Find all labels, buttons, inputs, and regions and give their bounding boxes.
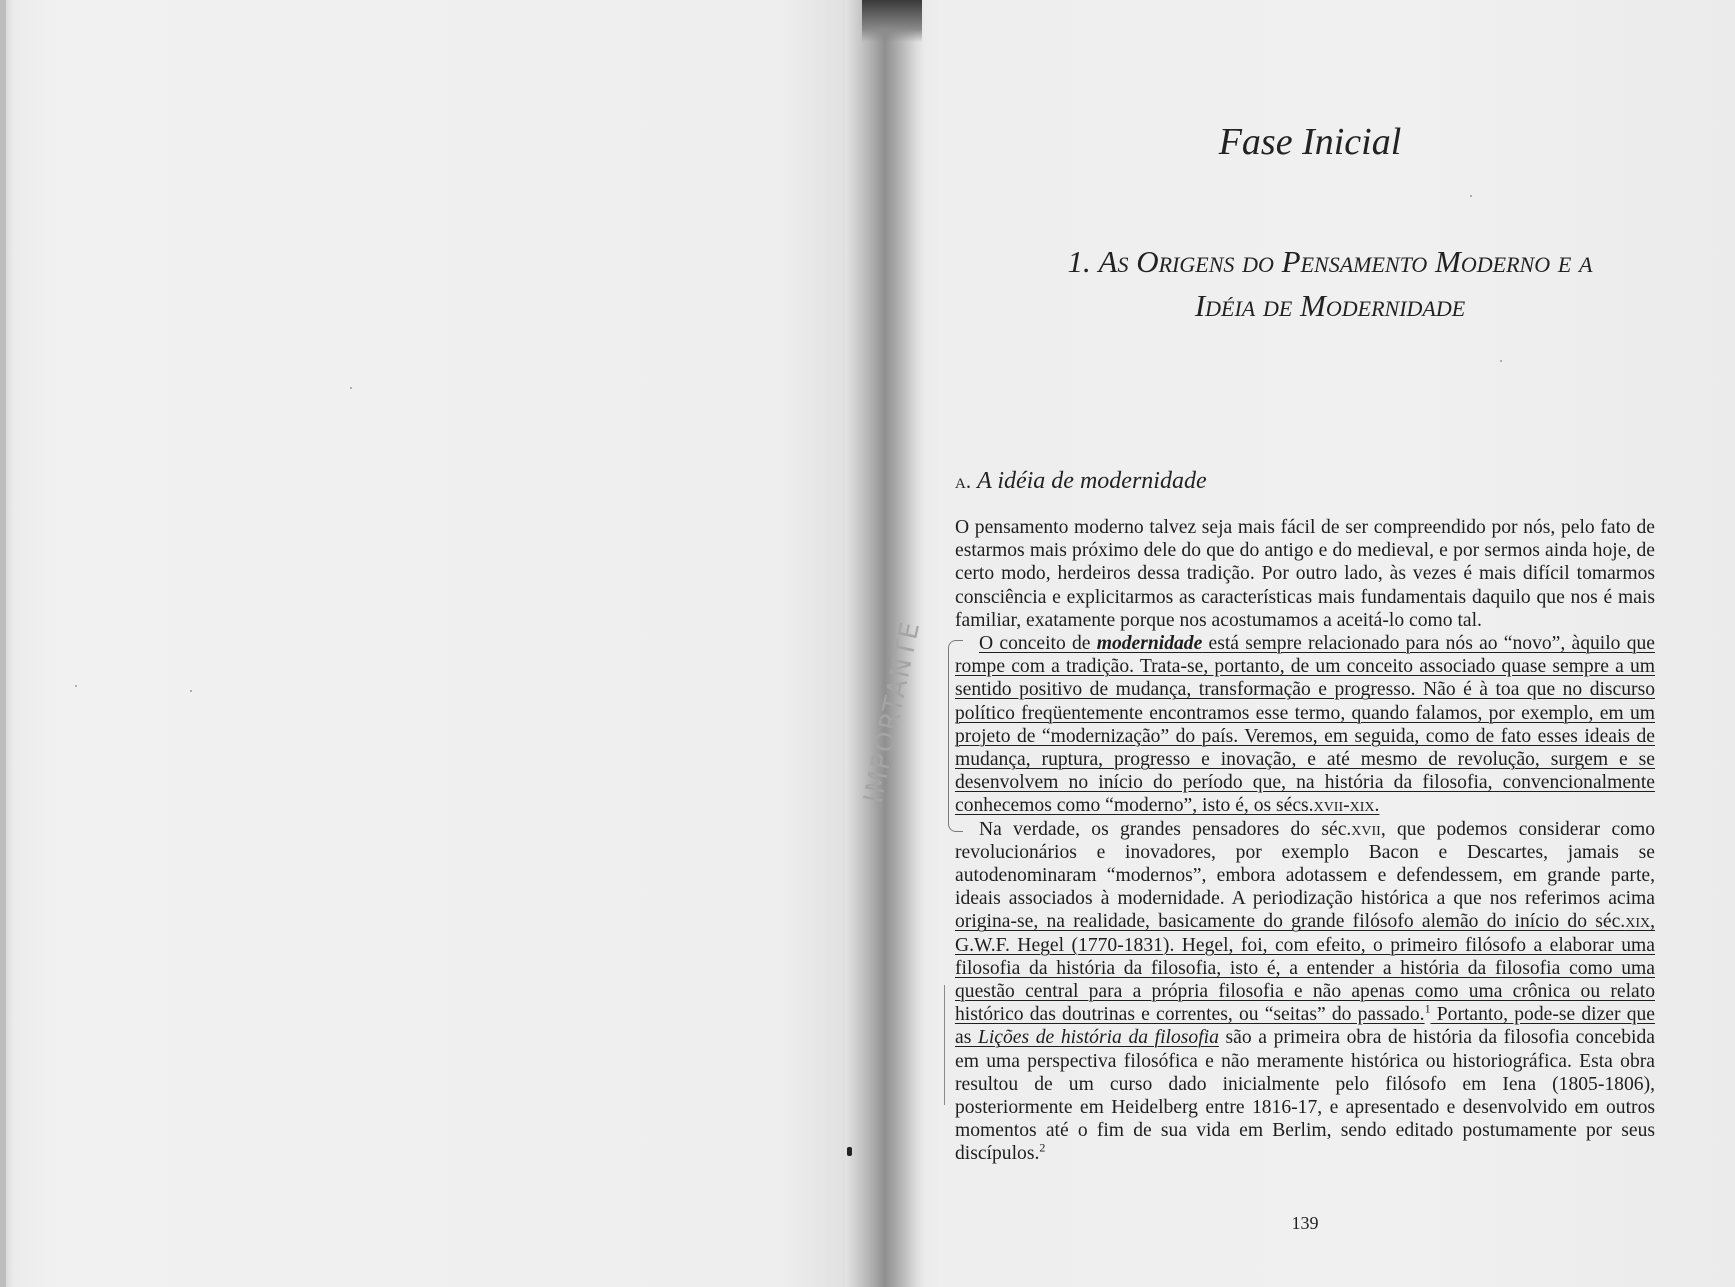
chapter-title: Fase Inicial <box>1218 121 1402 163</box>
section-title-line-2: Idéia de Modernidade <box>1194 288 1466 323</box>
ink-mark <box>847 1147 852 1156</box>
century-range: xvii-xix <box>1313 795 1375 817</box>
footnote-ref-2: 2 <box>1039 1140 1046 1155</box>
text-run: . <box>1374 795 1380 817</box>
left-page-edge <box>0 0 6 1287</box>
section-title-line-1: As Origens do Pensamento Moderno e a <box>1098 244 1593 279</box>
scan-speck <box>350 387 352 389</box>
section-number: 1. <box>1067 244 1099 279</box>
scan-speck <box>190 690 192 692</box>
century-numeral: xvii <box>1351 818 1381 840</box>
margin-line <box>944 985 955 1105</box>
underlined-text: origina-se, na realidade, basicamente do grande filósofo alemão do início do séc. <box>955 911 1626 933</box>
text-run: O conceito de <box>979 633 1097 655</box>
gutter-shadow <box>862 0 922 42</box>
margin-note-text: IMPORTANTE <box>858 617 927 806</box>
section-heading <box>980 240 1680 328</box>
underlined-text: , G.W.F. Hegel (1770-1831). Hegel, foi, com efeito, o primeiro filósofo a elaborar uma filosofia da história da filosofia, isto é, a entender a história da filosofia como uma questão central para a própria filosofia e não apenas como uma crônica ou relato histórico das doutrinas e correntes, ou “seitas” do passado. <box>955 911 1655 1026</box>
text-run: está sempre relacionado para nós ao “novo”, àquilo que rompe com a tradição. Trata-se, portanto, de um conceito associado quase sempre a um sentido positivo de mudança, transformação e progresso. Não é à toa que no discurso político freqüentemente encontramos esse termo, quando falamos, por exemplo, em um projeto de “modernização” do país. Veremos, em seguida, como de fato esses ideais de mudança, ruptura, progresso e inovação, e até mesmo de revolução, surgem e se desenvolvem no início do período que, na história da filosofia, convencionalmente conhecemos como “moderno”, isto é, os sécs. <box>955 633 1655 817</box>
paragraph-3 <box>955 818 1655 1166</box>
emphasis-modernidade: modernidade <box>1096 633 1203 655</box>
scan-speck <box>1500 360 1502 362</box>
footnote-ref-1: 1 <box>1424 1001 1431 1016</box>
handwritten-margin-note <box>860 575 930 835</box>
book-title: Lições de história da filosofia <box>977 1027 1219 1049</box>
text-run: Na verdade, os grandes pensadores do séc. <box>979 818 1352 840</box>
page-number: 139 <box>1291 1213 1319 1233</box>
paragraph-1: O pensamento moderno talvez seja mais fácil de ser compreendido por nós, pelo fato de estarmos mais próximo dele do que do antigo e do medieval, e por sermos ainda hoje, de certo modo, herdeiros dessa tradição. Por outro lado, às vezes é mais difícil tomarmos consciência e explicitarmos as características mais fundamentais daquilo que nos é mais familiar, exatamente porque nos acostumamos a aceitá-lo como tal. <box>955 517 1655 631</box>
century-numeral: xix <box>1625 911 1651 933</box>
text-run: , que podemos considerar como revolucionários e inovadores, por exemplo Bacon e Descartes, jamais se autodenominaram “modernos”, embora adotassem e defendessem, em grande parte, ideais associados à modernidade. A periodização histórica a que nos referimos acima <box>955 818 1655 910</box>
left-page-blank <box>0 0 866 1287</box>
text-run: são a primeira obra de história da filosofia concebida em uma perspectiva filosófica e não meramente histórica ou historiográfica. Esta obra resultou de um curso dado inicialmente pelo filósofo em Iena (1805-1806), posteriormente em Heidelberg entre 1816-17, e apresentado e desenvolvido em outros momentos até o fim de sua vida em Berlim, sendo editado postumamente por seus discípulos. <box>955 1027 1655 1165</box>
subsection-title: A idéia de modernidade <box>977 468 1207 494</box>
section-heading-line-1 <box>980 240 1680 284</box>
subsection-heading <box>955 468 1207 495</box>
subsection-letter: a. <box>955 469 972 493</box>
paragraph-2 <box>955 632 1655 818</box>
underlined-text: Portanto, pode-se dizer que as <box>955 1004 1655 1049</box>
scan-speck <box>1470 195 1472 197</box>
scan-speck <box>75 685 77 687</box>
body-text <box>955 516 1655 1166</box>
